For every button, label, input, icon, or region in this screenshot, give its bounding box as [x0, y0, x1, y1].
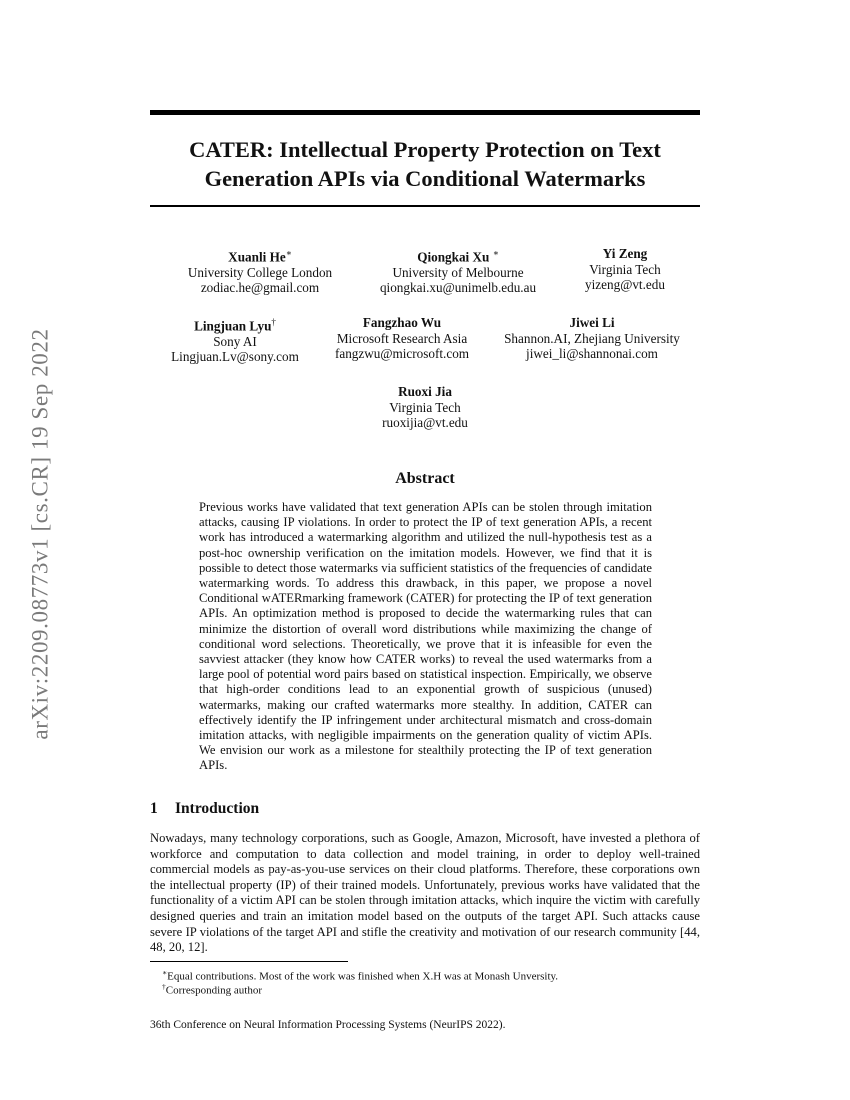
- author-email: qiongkai.xu@unimelb.edu.au: [379, 280, 537, 296]
- author-name: Jiwei Li: [569, 315, 615, 330]
- paper-title: CATER: Intellectual Property Protection on Text Generation APIs via Conditional Watermarks: [189, 137, 661, 191]
- arxiv-identifier: [18, 294, 64, 774]
- author-name: Qiongkai Xu ∗: [417, 248, 499, 265]
- author-name: Ruoxi Jia: [398, 384, 452, 399]
- venue-footer: 36th Conference on Neural Information Processing Systems (NeurIPS 2022).: [150, 1019, 506, 1031]
- footnote-rule: [150, 961, 348, 962]
- section-heading: [150, 800, 259, 818]
- author-block: [492, 315, 692, 362]
- author-name: Lingjuan Lyu†: [194, 317, 276, 334]
- abstract-text: Previous works have validated that text generation APIs can be stolen through imitation attacks, causing IP violations. In order to protect the IP of text generation APIs, a recent work has introduced a watermarking algorithm and utilized the null-hypothesis test as a post-hoc ownership verification on the imitation models. However, we find that it is possible to detect those watermarks via sufficient statistics of the frequencies of candidate watermarking words. To address this drawback, in this paper, we propose a novel Conditional wATERmarking framework (CATER) for protecting the IP of text generation APIs. An optimization method is proposed to decide the watermarking rules that can minimize the distortion of overall word distributions while maximizing the change of conditional word selections. Theoretically, we prove that it is infeasible for even the savviest attacker (they know how CATER works) to reveal the used watermarks from a large pool of potential word pairs based on statistical inspection. Empirically, we observe that high-order conditions lead to an exponential growth of suspicious (unused) watermarks, making our crafted watermarks more stealthy. In addition, CATER can effectively identify the IP infringement under architectural mismatch and cross-domain imitation attacks, with negligible impairments on the generation quality of victim APIs. We envision our work as a milestone for stealthily protecting the IP of text generation APIs.: [199, 500, 652, 773]
- author-email: Lingjuan.Lv@sony.com: [171, 349, 299, 365]
- author-block: [368, 246, 548, 296]
- author-affiliation: University of Melbourne: [392, 264, 524, 280]
- author-affiliation: Virginia Tech: [389, 399, 461, 415]
- arxiv-identifier-text: arXiv:2209.08773v1 [cs.CR] 19 Sep 2022: [28, 328, 53, 740]
- title-rule-top: [150, 110, 700, 115]
- author-email: yizeng@vt.edu: [585, 277, 665, 292]
- author-affiliation: Virginia Tech: [589, 261, 661, 277]
- author-affiliation: University College London: [187, 264, 333, 280]
- title-rule-bottom: [150, 205, 700, 207]
- footnote: †Corresponding author: [162, 982, 262, 997]
- introduction-text: Nowadays, many technology corporations, such as Google, Amazon, Microsoft, have invested a plethora of workforce and computation to data collection and model training, in order to deploy well-trained commercial models as pay-as-you-use services on their cloud platforms. Therefore, these corporations own the intellectual property (IP) of their trained models. Unfortunately, previous works have validated that the functionality of a victim API can be stolen through imitation attacks, which inquire the victim with carefully designed queries and train an imitation model based on the outputs of the target API. Such attacks cause severe IP violations of the target API and stifle the creativity and motivation of our research community [44, 48, 20, 12].: [150, 831, 700, 955]
- author-block: [160, 315, 310, 365]
- author-email: fangzwu@microsoft.com: [334, 346, 470, 361]
- author-name: Xuanli He∗: [228, 248, 292, 265]
- author-block: [322, 315, 482, 362]
- author-name: Fangzhao Wu: [362, 315, 442, 330]
- abstract-heading: Abstract: [395, 470, 455, 487]
- footnote: ∗Equal contributions. Most of the work was finished when X.H was at Monash Unversity.: [162, 968, 559, 983]
- author-block: [180, 246, 340, 296]
- section-number: 1: [150, 800, 158, 817]
- author-email: ruoxijia@vt.edu: [382, 415, 468, 430]
- author-affiliation: Shannon.AI, Zhejiang University: [504, 330, 680, 346]
- section-title: Introduction: [175, 800, 260, 817]
- author-email: jiwei_li@shannonai.com: [526, 346, 658, 361]
- author-email: zodiac.he@gmail.com: [200, 280, 320, 296]
- author-affiliation: Sony AI: [213, 333, 257, 349]
- author-name: Yi Zeng: [602, 246, 648, 261]
- author-block: [365, 384, 485, 431]
- author-block: [570, 246, 680, 293]
- author-affiliation: Microsoft Research Asia: [336, 330, 468, 346]
